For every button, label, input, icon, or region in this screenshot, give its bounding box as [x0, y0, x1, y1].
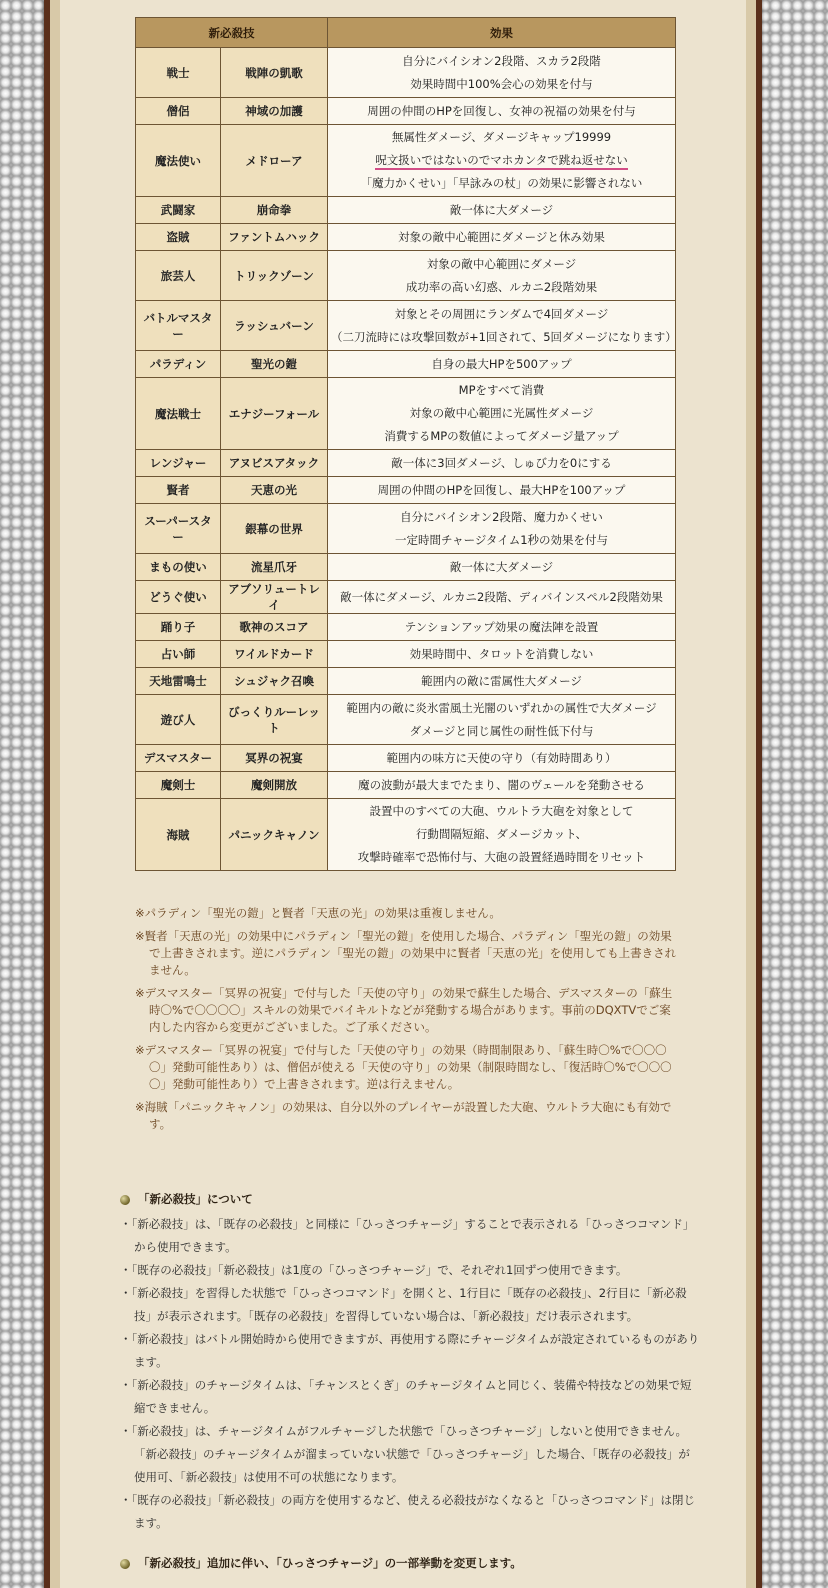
skill-name: 魔剣開放	[221, 772, 328, 799]
skill-name: 歌神のスコア	[221, 614, 328, 641]
job-name: 魔剣士	[136, 772, 221, 799]
job-name: 海賊	[136, 799, 221, 871]
skill-name: 崩命拳	[221, 197, 328, 224]
skill-name: 流星爪牙	[221, 554, 328, 581]
paragraph: ・「既存の必殺技」「新必殺技」の両方を使用するなど、使える必殺技がなくなると「ひっさつコマンド」は閉じます。	[120, 1493, 695, 1530]
effect-line: 周囲の仲間のHPを回復し、最大HPを100アップ	[377, 482, 626, 497]
effect-cell	[328, 378, 676, 450]
effect-line: ダメージと同じ属性の耐性低下付与	[409, 723, 594, 738]
effect-cell	[328, 614, 676, 641]
notes-list	[135, 905, 680, 1139]
effect-line: 行動間隔短縮、ダメージカット、	[415, 827, 588, 841]
effect-line: MPをすべて消費	[458, 383, 545, 397]
skill-name: ファントムハック	[221, 224, 328, 251]
effect-cell	[328, 98, 676, 125]
paragraph: ・「新必殺技」はバトル開始時から使用できますが、再使用する際にチャージタイムが設定されているものがあります。	[120, 1332, 700, 1369]
skill-name: メドローア	[221, 125, 328, 197]
skill-name: 神域の加護	[221, 98, 328, 125]
note-item: ※海賊「パニックキャノン」の効果は、自分以外のプレイヤーが設置した大砲、ウルトラ大砲にも有効です。	[135, 1100, 672, 1131]
table-row	[136, 799, 676, 871]
effect-line: 攻撃時確率で恐怖付与、大砲の設置経過時間をリセット	[357, 850, 646, 864]
table-row	[136, 772, 676, 799]
effect-cell	[328, 477, 676, 504]
effect-line: 「魔力かくせい」「早詠みの杖」の効果に影響されない	[360, 176, 643, 190]
table-row	[136, 695, 676, 745]
effect-cell	[328, 301, 676, 351]
effect-cell	[328, 351, 676, 378]
section-new-skills	[120, 1188, 700, 1535]
job-name: 魔法使い	[136, 125, 221, 197]
effect-line: 成功率の高い幻惑、ルカニ2段階効果	[405, 279, 598, 294]
job-name: どうぐ使い	[136, 581, 221, 614]
note-item: ※デスマスター「冥界の祝宴」で付与した「天使の守り」の効果で蘇生した場合、デスマスターの「蘇生時〇%で〇〇〇〇」スキルの効果でバイキルトなどが発動する場合があります。事前のDQXTVでご案内した内容から変更がございました。ご了承ください。	[135, 986, 673, 1034]
page-frame	[44, 0, 762, 1588]
skill-name: 銀幕の世界	[221, 504, 328, 554]
job-name: 戦士	[136, 48, 221, 98]
bullet-icon	[120, 1195, 130, 1205]
job-name: まもの使い	[136, 554, 221, 581]
effect-line: （二刀流時には攻撃回数が+1回されて、5回ダメージになります）	[331, 329, 677, 344]
job-name: 武闘家	[136, 197, 221, 224]
effect-line: 対象の敵中心範囲にダメージ	[426, 256, 577, 271]
effect-line: 呪文扱いではないのでマホカンタで跳ね返せない	[375, 153, 628, 170]
effect-cell	[328, 641, 676, 668]
section-charge-change	[120, 1552, 700, 1577]
paragraph: ・「新必殺技」を習得した状態で「ひっさつコマンド」を開くと、1行目に「既存の必殺技」、2行目に「新必殺技」が表示されます。「既存の必殺技」を習得していない場合は、「新必殺技」だけ表示されます。	[120, 1286, 687, 1323]
header-effect: 効果	[328, 18, 676, 48]
table-header-row	[136, 18, 676, 48]
effect-line: 自分にバイシオン2段階、魔力かくせい	[400, 509, 603, 524]
effect-line: 消費するMPの数値によってダメージ量アップ	[384, 429, 619, 443]
effect-line: 対象の敵中心範囲にダメージと休み効果	[398, 229, 605, 244]
table-row	[136, 125, 676, 197]
effect-line: 範囲内の敵に雷属性大ダメージ	[421, 673, 582, 688]
effect-cell	[328, 745, 676, 772]
table-row	[136, 554, 676, 581]
table-row	[136, 224, 676, 251]
skill-name: 天恵の光	[221, 477, 328, 504]
job-name: デスマスター	[136, 745, 221, 772]
effect-line: 敵一体に大ダメージ	[449, 202, 554, 217]
job-name: 盗賊	[136, 224, 221, 251]
effect-cell	[328, 251, 676, 301]
skills-table-body	[136, 48, 676, 871]
skills-table	[135, 17, 676, 871]
skill-name: パニックキャノン	[221, 799, 328, 871]
skill-name: 戦陣の凱歌	[221, 48, 328, 98]
effect-line: 設置中のすべての大砲、ウルトラ大砲を対象として	[369, 804, 634, 818]
skill-name: 聖光の鎧	[221, 351, 328, 378]
effect-cell	[328, 48, 676, 98]
job-name: レンジャー	[136, 450, 221, 477]
effect-line: 敵一体に3回ダメージ、しゅび力を0にする	[391, 455, 612, 470]
job-name: 踊り子	[136, 614, 221, 641]
effect-line: 効果時間中100%会心の効果を付与	[410, 76, 593, 91]
skill-name: びっくりルーレット	[221, 695, 328, 745]
skill-name: ワイルドカード	[221, 641, 328, 668]
effect-line: 範囲内の味方に天使の守り（有効時間あり）	[386, 750, 617, 765]
paragraph: ・「既存の必殺技」「新必殺技」は1度の「ひっさつチャージ」で、それぞれ1回ずつ使用できます。	[120, 1263, 628, 1277]
section-heading	[120, 1188, 700, 1211]
table-row	[136, 668, 676, 695]
effect-cell	[328, 504, 676, 554]
effect-line: 敵一体にダメージ、ルカニ2段階、ディバインスペル2段階効果	[340, 589, 663, 604]
skill-name: トリックゾーン	[221, 251, 328, 301]
job-name: 遊び人	[136, 695, 221, 745]
effect-cell	[328, 554, 676, 581]
job-name: 魔法戦士	[136, 378, 221, 450]
skill-name: 冥界の祝宴	[221, 745, 328, 772]
effect-line: 自身の最大HPを500アップ	[431, 356, 572, 371]
page-frame-inner	[50, 0, 756, 1588]
skill-name: アブソリュートレイ	[221, 581, 328, 614]
table-row	[136, 351, 676, 378]
note-item: ※賢者「天恵の光」の効果中にパラディン「聖光の鎧」を使用した場合、パラディン「聖光の鎧」の効果で上書きされます。逆にパラディン「聖光の鎧」の効果中に賢者「天恵の光」を使用しても上書きされません。	[135, 929, 677, 977]
effect-cell	[328, 668, 676, 695]
effect-cell	[328, 197, 676, 224]
table-row	[136, 197, 676, 224]
skill-name: シュジャク召喚	[221, 668, 328, 695]
table-row	[136, 48, 676, 98]
job-name: スーパースター	[136, 504, 221, 554]
content-area	[60, 0, 746, 1588]
effect-cell	[328, 125, 676, 197]
paragraph: ・「新必殺技」は、チャージタイムがフルチャージした状態で「ひっさつチャージ」しないと使用できません。「新必殺技」のチャージタイムが溜まっていない状態で「ひっさつチャージ」した場合、「既存の必殺技」が使用可、「新必殺技」は使用不可の状態になります。	[120, 1424, 690, 1484]
table-row	[136, 745, 676, 772]
header-skill: 新必殺技	[136, 18, 328, 48]
note-item: ※デスマスター「冥界の祝宴」で付与した「天使の守り」の効果（時間制限あり、「蘇生時〇%で〇〇〇〇」発動可能性あり）は、僧侶が使える「天使の守り」の効果（制限時間なし、「復活時〇%で〇〇〇〇」発動可能性あり）で上書きされます。逆は行えません。	[135, 1043, 672, 1091]
effect-line: 対象とその周囲にランダムで4回ダメージ	[394, 306, 609, 321]
effect-cell	[328, 224, 676, 251]
effect-line: テンションアップ効果の魔法陣を設置	[404, 619, 599, 634]
table-row	[136, 641, 676, 668]
skill-name: ラッシュバーン	[221, 301, 328, 351]
job-name: 天地雷鳴士	[136, 668, 221, 695]
skill-name: エナジーフォール	[221, 378, 328, 450]
effect-line: 一定時間チャージタイム1秒の効果を付与	[394, 532, 609, 547]
table-row	[136, 98, 676, 125]
effect-line: 敵一体に大ダメージ	[449, 559, 554, 574]
table-row	[136, 581, 676, 614]
table-row	[136, 450, 676, 477]
job-name: パラディン	[136, 351, 221, 378]
effect-line: 自分にバイシオン2段階、スカラ2段階	[402, 53, 601, 68]
skill-name: アヌビスアタック	[221, 450, 328, 477]
table-row	[136, 504, 676, 554]
effect-cell	[328, 799, 676, 871]
effect-line: 魔の波動が最大までたまり、闇のヴェールを発動させる	[358, 777, 645, 792]
table-row	[136, 614, 676, 641]
effect-line: 無属性ダメージ、ダメージキャップ19999	[391, 130, 612, 144]
effect-cell	[328, 695, 676, 745]
job-name: 占い師	[136, 641, 221, 668]
bullet-icon	[120, 1559, 130, 1569]
effect-cell	[328, 772, 676, 799]
job-name: 賢者	[136, 477, 221, 504]
effect-cell	[328, 581, 676, 614]
job-name: 旅芸人	[136, 251, 221, 301]
table-row	[136, 477, 676, 504]
section-title: 「新必殺技」について	[138, 1192, 253, 1206]
effect-line: 効果時間中、タロットを消費しない	[409, 646, 594, 661]
effect-cell	[328, 450, 676, 477]
paragraph: ・「新必殺技」は、「既存の必殺技」と同様に「ひっさつチャージ」することで表示される「ひっさつコマンド」から使用できます。	[120, 1217, 695, 1254]
section-title: 「新必殺技」追加に伴い、「ひっさつチャージ」の一部挙動を変更します。	[138, 1556, 522, 1570]
note-item: ※パラディン「聖光の鎧」と賢者「天恵の光」の効果は重複しません。	[135, 906, 501, 920]
table-row	[136, 251, 676, 301]
paragraph: ・「新必殺技」のチャージタイムは、「チャンスとくぎ」のチャージタイムと同じく、装備や特技などの効果で短縮できません。	[120, 1378, 692, 1415]
effect-line: 範囲内の敵に炎氷雷風土光闇のいずれかの属性で大ダメージ	[346, 700, 657, 715]
effect-line: 対象の敵中心範囲に光属性ダメージ	[409, 406, 594, 420]
job-name: 僧侶	[136, 98, 221, 125]
section-heading	[120, 1552, 700, 1575]
job-name: バトルマスター	[136, 301, 221, 351]
section-paragraphs	[120, 1213, 700, 1535]
table-row	[136, 378, 676, 450]
effect-line: 周囲の仲間のHPを回復し、女神の祝福の効果を付与	[367, 103, 636, 118]
table-row	[136, 301, 676, 351]
